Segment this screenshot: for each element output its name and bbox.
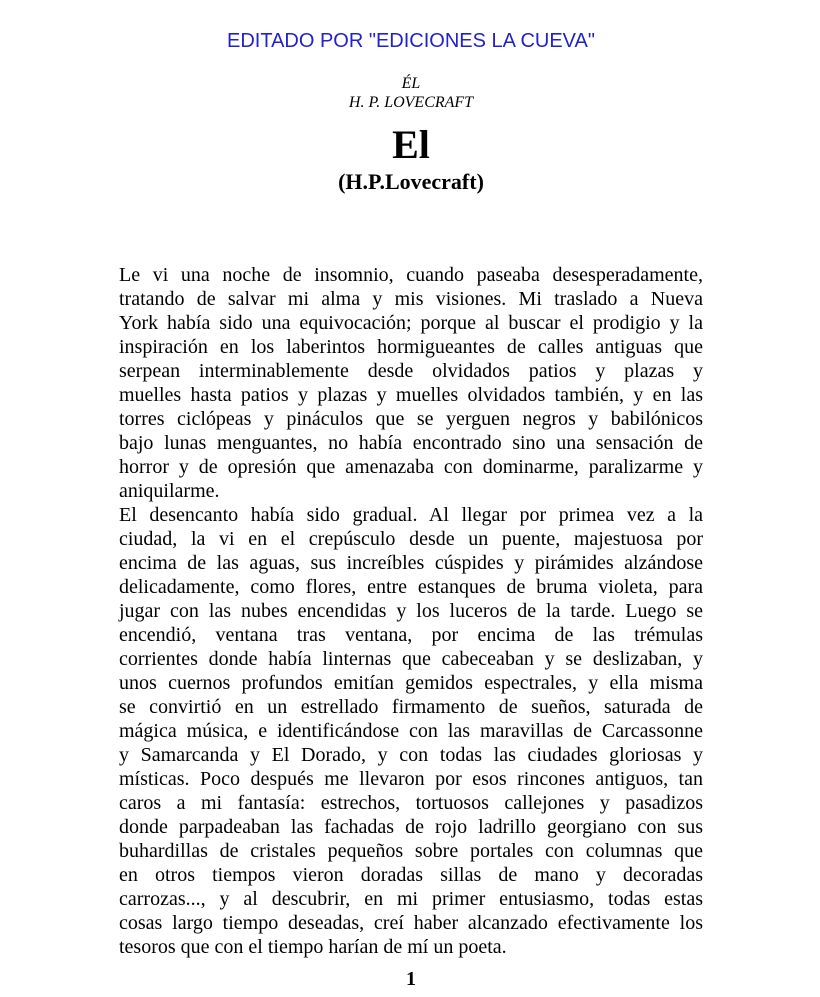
body-line: místicas. Poco después me llevaron por esos rincones antiguos, tan: [119, 768, 703, 790]
pretitle-block: [119, 74, 703, 112]
body-line: donde parpadeaban las fachadas de rojo ladrillo georgiano con sus: [119, 816, 703, 838]
body-line: unos cuernos profundos emitían gemidos espectrales, y ella misma: [119, 672, 703, 694]
story-title: El: [392, 122, 430, 167]
body-line: serpean interminablemente desde olvidados patios y plazas y: [119, 360, 703, 382]
body-line: tesoros que con el tiempo harían de mí un poeta.: [119, 936, 507, 958]
body-line: Le vi una noche de insomnio, cuando paseaba desesperadamente,: [119, 264, 703, 286]
body-line: encendió, ventana tras ventana, por encima de las trémulas: [119, 624, 703, 646]
original-title: ÉL: [401, 75, 421, 92]
body-line: encima de las aguas, sus increíbles cúspides y pirámides alzándose: [119, 552, 703, 574]
author-name: H. P. LOVECRAFT: [348, 94, 474, 111]
story-author-subtitle: (H.P.Lovecraft): [338, 169, 484, 194]
body-line: carrozas..., y al descubrir, en mi primer entusiasmo, todas estas: [119, 888, 703, 910]
body-line: bajo lunas menguantes, no había encontrado sino una sensación de: [119, 432, 703, 454]
body-line: ciudad, la vi en el crepúsculo desde un puente, majestuosa por: [119, 528, 703, 550]
body-line: cosas largo tiempo deseadas, creí haber alcanzado efectivamente los: [119, 912, 703, 934]
body-line: horror y de opresión que amenazaba con dominarme, paralizarme y: [119, 456, 703, 478]
body-line: jugar con las nubes encendidas y los luceros de la tarde. Luego se: [119, 600, 703, 622]
body-line: torres ciclópeas y pináculos que se yerguen negros y babilónicos: [119, 408, 703, 430]
body-line: inspiración en los laberintos hormigueantes de calles antiguas que: [119, 336, 703, 358]
body-line: buhardillas de cristales pequeños sobre portales con columnas que: [119, 840, 703, 862]
body-line: muelles hasta patios y plazas y muelles olvidados también, y en las: [119, 384, 703, 406]
body-line: en otros tiempos vieron doradas sillas de mano y decoradas: [119, 864, 703, 886]
body-line: York había sido una equivocación; porque al buscar el prodigio y la: [119, 312, 703, 334]
body-line: tratando de salvar mi alma y mis visiones. Mi traslado a Nueva: [119, 288, 703, 310]
body-line: y Samarcanda y El Dorado, y con todas las ciudades gloriosas y: [119, 744, 703, 766]
publisher-header: EDITADO POR "EDICIONES LA CUEVA": [227, 30, 595, 52]
body-line: El desencanto había sido gradual. Al llegar por primea vez a la: [119, 504, 703, 526]
body-text: [119, 263, 703, 959]
body-line: aniquilarme.: [119, 480, 220, 502]
body-line: corrientes donde había linternas que cabeceaban y se deslizaban, y: [119, 648, 703, 670]
page-number: 1: [406, 968, 416, 990]
body-line: caros a mi fantasía: estrechos, tortuosos callejones y pasadizos: [119, 792, 703, 814]
body-line: mágica música, e identificándose con las maravillas de Carcassonne: [119, 720, 703, 742]
body-line: delicadamente, como flores, entre estanques de bruma violeta, para: [119, 576, 703, 598]
body-line: se convirtió en un estrellado firmamento de sueños, saturada de: [119, 696, 703, 718]
